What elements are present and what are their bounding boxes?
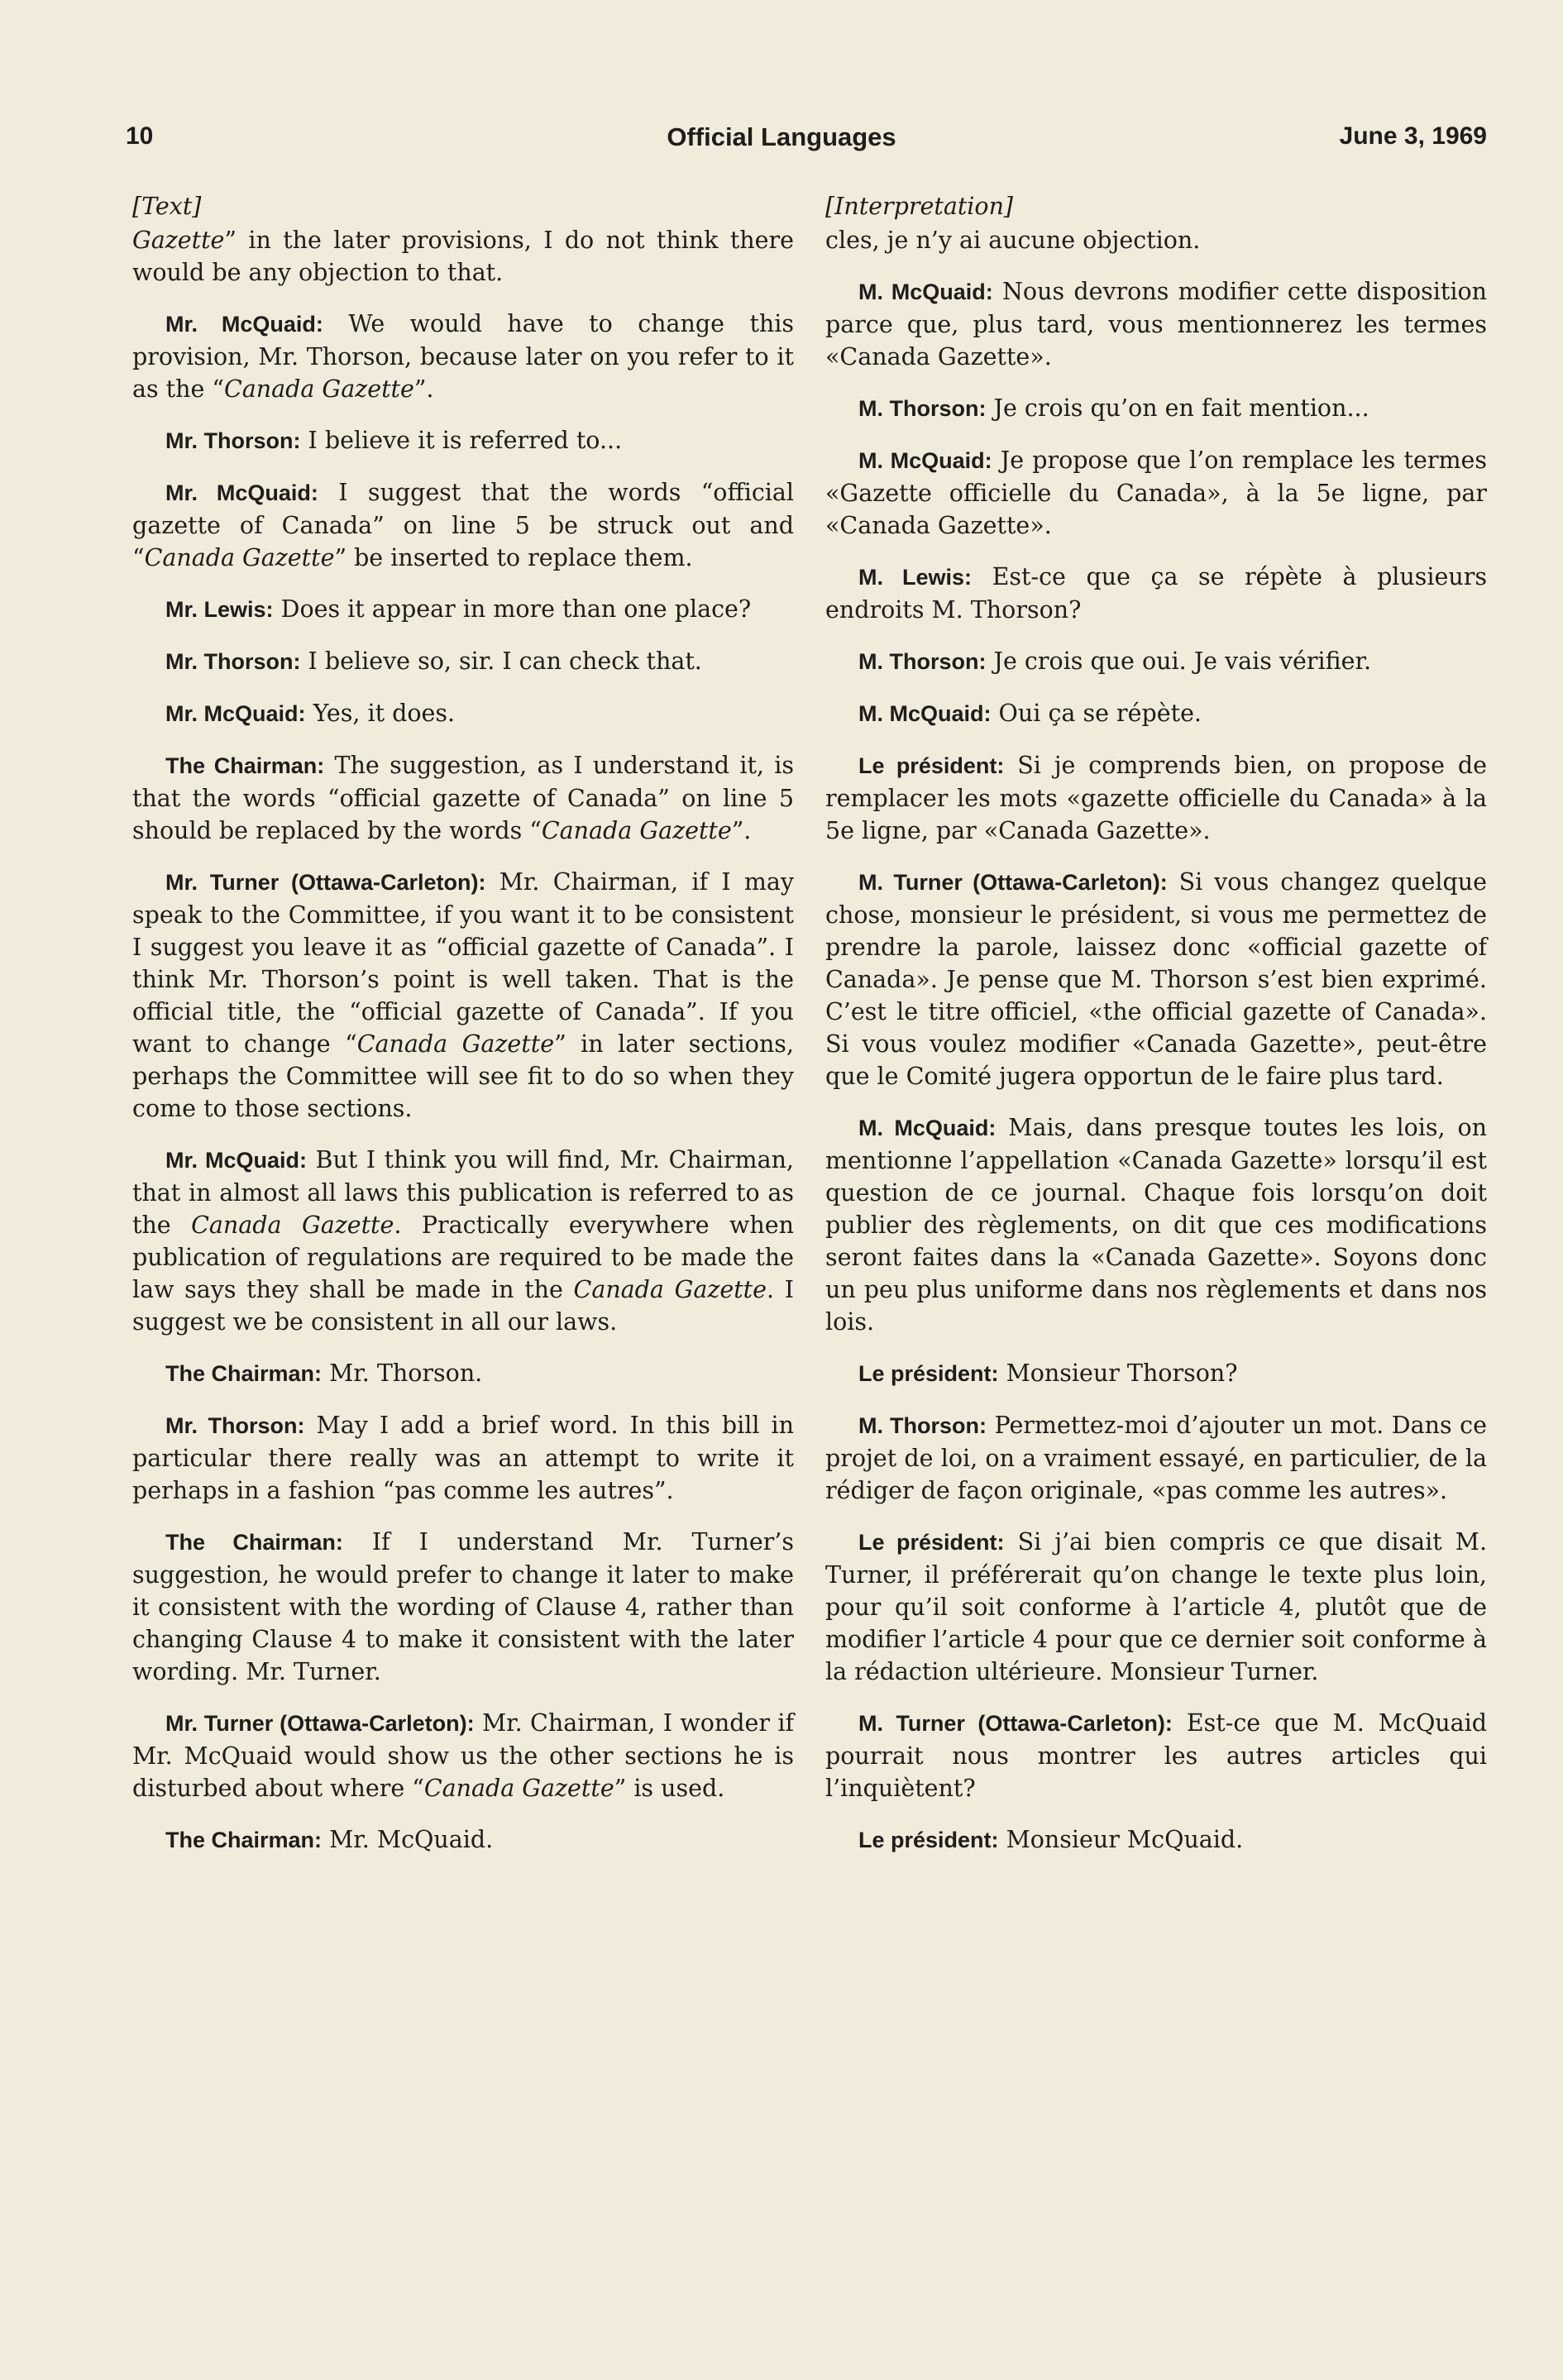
paragraph-text: Oui ça se répète.: [991, 700, 1202, 727]
paragraph: [132, 749, 794, 847]
paragraph: [132, 645, 794, 678]
italic-text: Canada Gazette: [573, 1276, 767, 1303]
paragraph-text: Permettez-moi d’ajouter un mot. Dans ce projet de loi, on a vraiment essayé, en particulier, de la rédiger de façon originale, «pas comme les autres».: [825, 1412, 1487, 1504]
paragraph: [132, 1707, 794, 1804]
paragraph-text: Gazette” in the later provisions, I do not think there would be any objection to that.: [132, 227, 794, 286]
italic-text: Canada Gazette: [541, 817, 732, 844]
paragraph-text: Mr. McQuaid.: [322, 1826, 494, 1853]
speaker-name: Mr. Thorson:: [165, 1413, 305, 1438]
paragraph-text: Mais, dans presque toutes les lois, on mentionne l’appellation «Canada Gazette» lorsqu’il est question de ce journal. Chaque fois lorsqu’on doit publier des règlements, on dit que ces modifications seront faites dans la «Canada Gazette». Soyons donc un peu plus uniforme dans nos règlements et dans nos lois.: [825, 1114, 1487, 1336]
english-column: [132, 190, 794, 1876]
speaker-name: Mr. McQuaid:: [165, 701, 306, 726]
paragraph: [132, 1357, 794, 1390]
french-column: [825, 190, 1487, 1876]
paragraph-text: Yes, it does.: [305, 700, 456, 727]
speaker-name: M. Lewis:: [858, 565, 973, 590]
paragraph-text: Si je comprends bien, on propose de remplacer les mots «gazette officielle du Canada» à la 5e ligne, par «Canada Gazette».: [825, 752, 1488, 844]
paragraph-text: May I add a brief word. In this bill in particular there really was an attempt to write it perhaps in a fashion “pas comme les autres”.: [132, 1412, 794, 1504]
page-date: June 3, 1969: [1339, 122, 1487, 150]
paragraph-text: ” in later sections, perhaps the Committee will see fit to do so when they come to those sections.: [132, 1030, 794, 1122]
speaker-name: Mr. Turner (Ottawa-Carleton):: [165, 1711, 475, 1736]
speaker-name: M. Turner (Ottawa-Carleton):: [858, 1711, 1173, 1736]
speaker-name: Le président:: [858, 753, 1005, 778]
paragraph: [132, 866, 794, 1125]
speaker-name: Mr. McQuaid:: [165, 1148, 307, 1173]
italic-text: Gazette: [132, 227, 225, 254]
speaker-name: M. McQuaid:: [858, 1116, 997, 1140]
speaker-name: Mr. McQuaid:: [165, 480, 318, 505]
paragraph-text: ” is used.: [614, 1775, 725, 1802]
speaker-name: Le président:: [858, 1361, 999, 1386]
paragraph: [825, 1526, 1487, 1688]
paragraph: [825, 1357, 1487, 1390]
column-tag: [Text]: [132, 193, 202, 220]
speaker-name: M. Thorson:: [858, 1413, 987, 1438]
paragraph-text: . Practically everywhere when publication of regulations are required to be made the law says they shall be made in the: [132, 1212, 795, 1303]
paragraph-text: cles, je n’y ai aucune objection.: [825, 227, 1201, 254]
paragraph: [132, 697, 794, 730]
paragraph-text: Nous devrons modifier cette disposition parce que, plus tard, vous mentionnerez les termes «Canada Gazette».: [825, 278, 1487, 370]
speaker-name: M. McQuaid:: [858, 280, 993, 304]
speaker-name: Mr. Lewis:: [165, 597, 274, 622]
paragraph: [132, 1144, 794, 1338]
paragraph: [132, 1409, 794, 1507]
speaker-name: Mr. Thorson:: [165, 649, 301, 674]
italic-text: Canada Gazette: [423, 1775, 614, 1802]
paragraph-text: Mr. Thorson.: [322, 1360, 483, 1387]
paragraph-text: ” be inserted to replace them.: [334, 544, 693, 571]
speaker-name: Le président:: [858, 1828, 999, 1852]
italic-text: Canada Gazette: [144, 544, 335, 571]
paragraph-text: Si vous changez quelque chose, monsieur le président, si vous me permettez de prendre la parole, laissez donc «official gazette of Canada». Je pense que M. Thorson s’est bien exprimé. C’est le titre officiel, «the official gazette of Canada». Si vous voulez modifier «Canada Gazette», peut-être que le Comité jugera opportun de le faire plus tard.: [825, 868, 1488, 1090]
paragraph: [825, 561, 1487, 626]
paragraph: [132, 424, 794, 457]
paragraph-text: I believe so, sir. I can check that.: [300, 648, 702, 675]
paragraph: [825, 1707, 1487, 1804]
speaker-name: M. McQuaid:: [858, 701, 992, 726]
paragraph-text: I suggest that the words “official gazette of Canada” on line 5 be struck out and “: [132, 479, 795, 571]
paragraph: [132, 1823, 794, 1857]
paragraph: [132, 593, 794, 626]
paragraph: [825, 275, 1487, 373]
paragraph: [825, 444, 1487, 542]
page-header: [0, 122, 1563, 172]
paragraph-text: Je crois qu’on en fait mention...: [986, 394, 1369, 422]
paragraph: [825, 866, 1487, 1092]
paragraph: [825, 1111, 1487, 1338]
column-tag: [Interpretation]: [825, 193, 1014, 220]
paragraph-text: Je propose que l’on remplace les termes «Gazette officielle du Canada», à la 5e ligne, par «Canada Gazette».: [825, 447, 1487, 539]
paragraph: [825, 645, 1487, 678]
paragraph-text: But I think you will find, Mr. Chairman, that in almost all laws this publication is referred to as the: [132, 1146, 794, 1239]
paragraph-text: . I suggest we be consistent in all our laws.: [132, 1276, 794, 1336]
italic-text: Canada Gazette: [223, 375, 414, 403]
running-title: Official Languages: [667, 122, 896, 151]
paragraph-text: Est-ce que M. McQuaid pourrait nous montrer les autres articles qui l’inquiètent?: [825, 1709, 1488, 1802]
paragraph-text: Does it appear in more than one place?: [273, 595, 752, 623]
speaker-name: M. Thorson:: [858, 396, 987, 421]
speaker-name: M. Turner (Ottawa-Carleton):: [858, 870, 1168, 895]
speaker-name: The Chairman:: [165, 1361, 323, 1386]
paragraph: [132, 308, 794, 405]
speaker-name: The Chairman:: [165, 753, 325, 778]
paragraph-text: Monsieur McQuaid.: [998, 1826, 1244, 1853]
paragraph: [825, 1409, 1487, 1507]
speaker-name: The Chairman:: [165, 1530, 343, 1555]
paragraph: [825, 224, 1487, 256]
paragraph-text: ”.: [731, 817, 752, 844]
paragraph-text: We would have to change this provision, Mr. Thorson, because later on you refer to it as the “: [132, 310, 794, 403]
speaker-name: M. McQuaid:: [858, 448, 992, 473]
speaker-name: Mr. McQuaid:: [165, 312, 323, 337]
paragraph: [132, 224, 794, 289]
speaker-name: The Chairman:: [165, 1828, 323, 1852]
paragraph: [132, 476, 794, 574]
paragraph-text: I believe it is referred to...: [300, 427, 623, 454]
paragraph-text: Si j’ai bien compris ce que disait M. Turner, il préférerait qu’on change le texte plus loin, pour qu’il soit conforme à l’article 4, plutôt que de modifier l’article 4 pour que ce dernier soit conforme à la rédaction ultérieure. Monsieur Turner.: [825, 1528, 1488, 1685]
speaker-name: Mr. Thorson:: [165, 428, 301, 453]
speaker-name: Mr. Turner (Ottawa-Carleton):: [165, 870, 486, 895]
paragraph: [825, 392, 1487, 425]
paragraph-text: Mr. Chairman, if I may speak to the Committee, if you want it to be consistent I suggest you leave it as “official gazette of Canada”. I think Mr. Thorson’s point is well taken. That is the official title, the “official gazette of Canada”. If you want to change “: [132, 868, 794, 1058]
page-number: 10: [126, 122, 154, 150]
paragraph: [825, 1823, 1487, 1857]
paragraph-text: Est-ce que ça se répète à plusieurs endroits M. Thorson?: [825, 563, 1487, 624]
speaker-name: M. Thorson:: [858, 649, 987, 674]
paragraph: [825, 697, 1487, 730]
paragraph: [825, 749, 1487, 847]
italic-text: Canada Gazette: [356, 1030, 555, 1058]
paragraph: [132, 1526, 794, 1688]
paragraph-text: The suggestion, as I understand it, is that the words “official gazette of Canada” on line 5 should be replaced by the words “: [132, 752, 794, 844]
paragraph-text: Monsieur Thorson?: [998, 1360, 1238, 1387]
paragraph-text: ”.: [413, 375, 434, 403]
paragraph-text: If I understand Mr. Turner’s suggestion, he would prefer to change it later to make it consistent with the wording of Clause 4, rather than changing Clause 4 to make it consistent with the later wording. Mr. Turner.: [132, 1528, 794, 1685]
paragraph-text: Je crois que oui. Je vais vérifier.: [986, 648, 1372, 675]
speaker-name: Le président:: [858, 1530, 1005, 1555]
paragraph-text: Mr. Chairman, I wonder if Mr. McQuaid would show us the other sections he is disturbed about where “: [132, 1709, 794, 1802]
italic-text: Canada Gazette: [191, 1212, 394, 1239]
